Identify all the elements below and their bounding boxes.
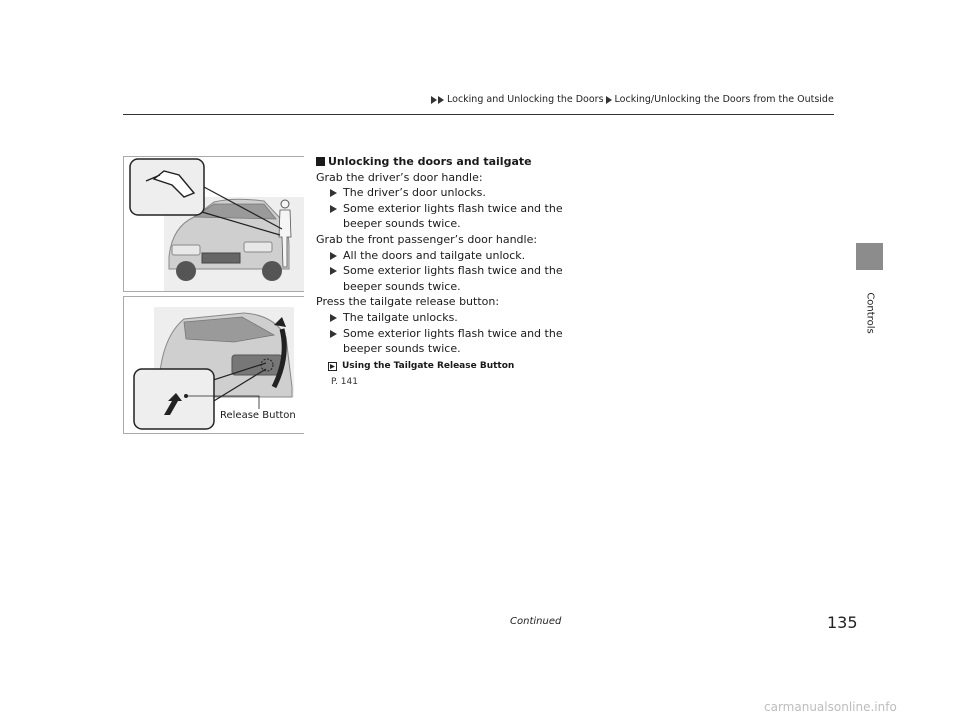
result-item: Some exterior lights flash twice and the beeper sounds twice. — [316, 263, 576, 294]
breadcrumb-arrow-icon — [431, 96, 437, 104]
arrow-bullet-icon — [330, 330, 337, 338]
arrow-bullet-icon — [330, 267, 337, 275]
arrow-bullet-icon — [330, 189, 337, 197]
breadcrumb-section[interactable]: Locking and Unlocking the Doors — [447, 94, 604, 105]
result-item: Some exterior lights flash twice and the beeper sounds twice. — [316, 326, 576, 357]
continued-label: Continued — [510, 616, 562, 627]
result-item: The tailgate unlocks. — [316, 310, 576, 326]
cross-reference-link[interactable]: Using the Tailgate Release Button — [316, 359, 576, 375]
driver-door-intro: Grab the driver’s door handle: — [316, 170, 483, 184]
heading-bullet-icon — [316, 157, 325, 166]
breadcrumb-arrow-icon — [438, 96, 444, 104]
main-content — [316, 154, 576, 391]
tailgate-intro: Press the tailgate release button: — [316, 295, 500, 309]
arrow-bullet-icon — [330, 314, 337, 322]
reference-arrow-icon — [328, 362, 337, 371]
breadcrumb-subsection[interactable]: Locking/Unlocking the Doors from the Outside — [614, 94, 834, 105]
section-heading: Unlocking the doors and tailgate — [316, 154, 576, 170]
result-item: All the doors and tailgate unlock. — [316, 248, 576, 264]
door-handle-illustration — [123, 156, 304, 292]
breadcrumb-separator-icon — [606, 96, 612, 104]
cross-reference-page: P. 141 — [331, 377, 358, 388]
chapter-tab-label: Controls — [864, 292, 876, 334]
header-rule — [123, 114, 834, 115]
release-button-callout: Release Button — [220, 410, 296, 421]
result-item: The driver’s door unlocks. — [316, 185, 576, 201]
arrow-bullet-icon — [330, 252, 337, 260]
passenger-door-intro: Grab the front passenger’s door handle: — [316, 232, 538, 246]
page-number: 135 — [827, 613, 858, 632]
arrow-bullet-icon — [330, 205, 337, 213]
door-handle-drawing — [124, 157, 304, 291]
result-item: Some exterior lights flash twice and the beeper sounds twice. — [316, 201, 576, 232]
chapter-tab-marker — [856, 243, 883, 270]
breadcrumb — [431, 94, 834, 105]
watermark: carmanualsonline.info — [764, 700, 897, 714]
